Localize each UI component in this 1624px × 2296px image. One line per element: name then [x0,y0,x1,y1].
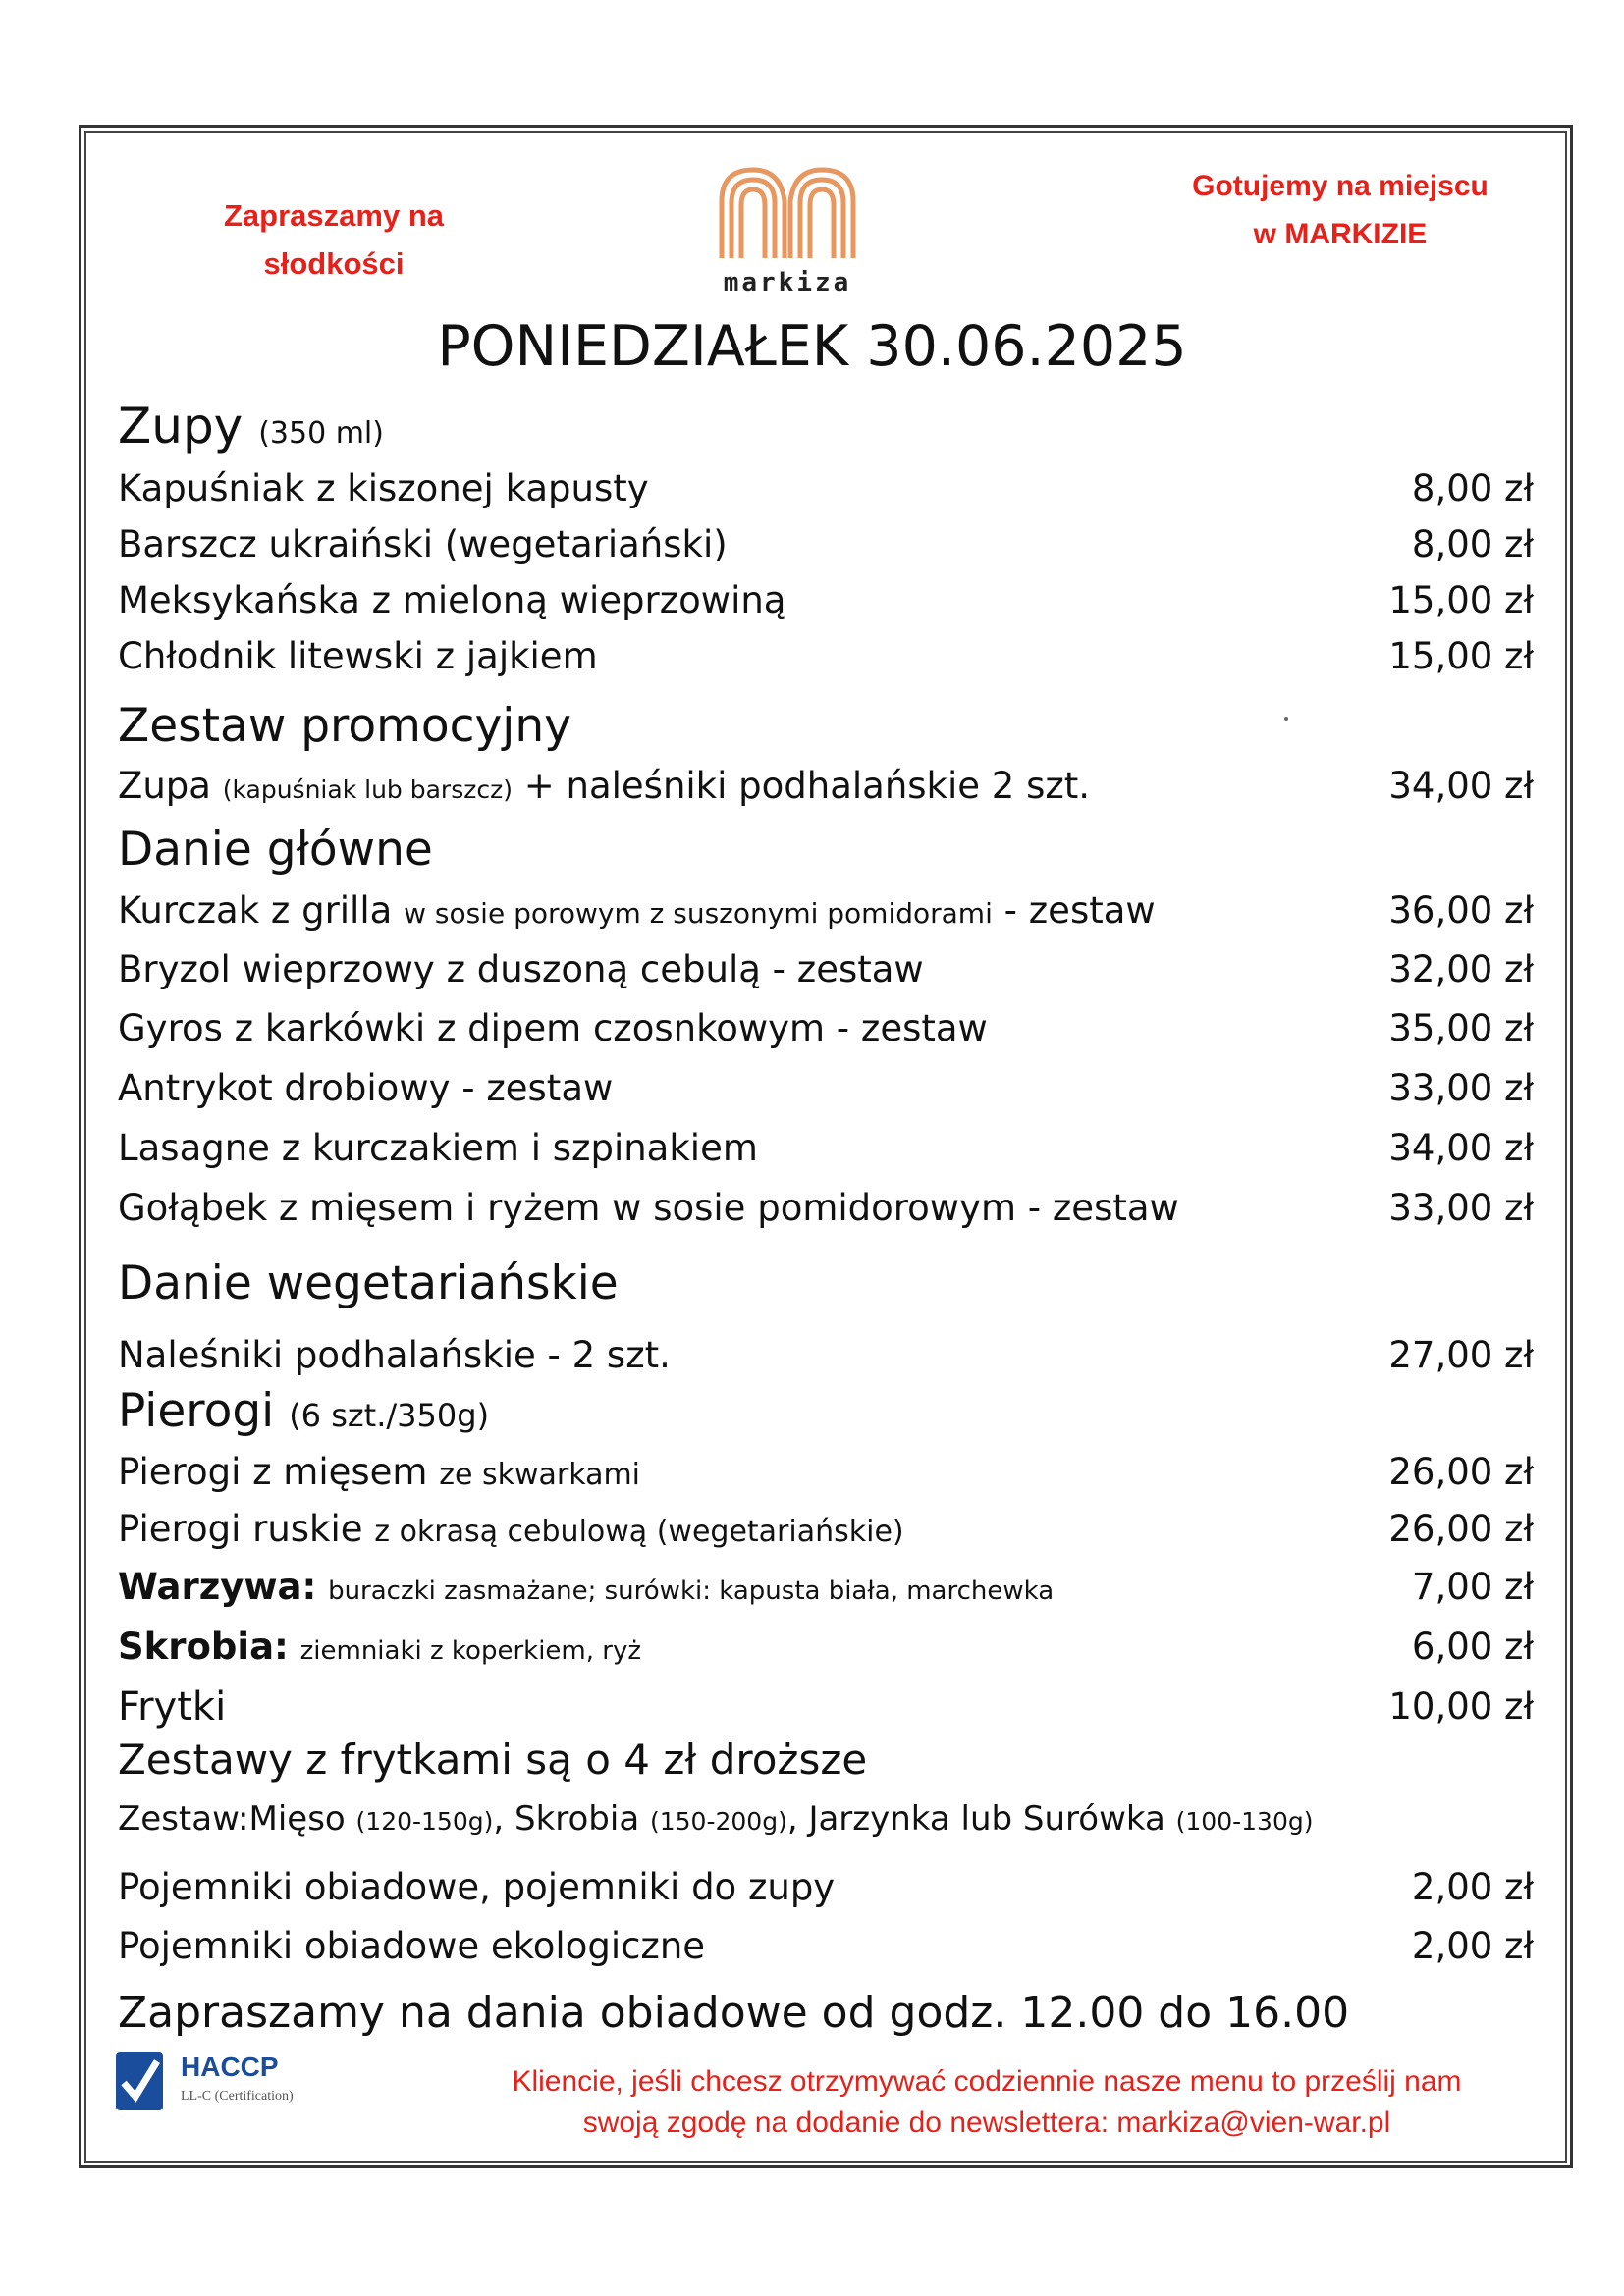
item-name: Meksykańska z mieloną wieprzowiną [118,579,786,621]
pierogi-heading [118,1384,489,1438]
cooking-onsite-line2: w MARKIZIE [1253,218,1428,250]
soups-heading-note: (350 ml) [258,416,384,451]
item-name [118,885,1156,939]
promo-name-b: + naleśniki podhalańskie 2 szt. [523,765,1091,807]
side-note: ziemniaki z koperkiem, ryż [299,1636,641,1666]
haccp-label: HACCP [181,2052,279,2082]
item-name: Lasagne z kurczakiem i szpinakiem [118,1127,758,1169]
item-name-b: - zestaw [1003,889,1156,932]
item-name: Gyros z karkówki z dipem czosnkowym - zestaw [118,1007,988,1049]
set-composition [118,1799,1313,1839]
promo-heading: Zestaw promocyjny [118,699,571,753]
item-price: 26,00 zł [1388,1508,1534,1550]
item-name: Frytki [118,1684,227,1730]
markiza-logo-icon [714,162,861,260]
item-name-a: Pierogi ruskie [118,1508,363,1550]
newsletter-line1: Kliencie, jeśli chcesz otrzymywać codziennie nasze menu to prześlij nam [512,2065,1462,2098]
pierogi-heading-text: Pierogi [118,1384,275,1438]
item-name: Chłodnik litewski z jajkiem [118,635,598,677]
container-item [118,1862,1534,1913]
promo-note: (kapuśniak lub barszcz) [222,775,513,804]
logo-text: markiza [723,268,852,297]
cooking-onsite [1139,162,1542,258]
item-price: 34,00 zł [1388,765,1534,807]
item-price: 15,00 zł [1388,579,1534,621]
haccp-check-icon [116,2052,163,2110]
item-name: Barszcz ukraiński (wegetariański) [118,523,728,565]
item-note: w sosie porowym z suszonymi pomidorami [404,897,993,930]
item-name [118,1562,1054,1617]
item-price: 10,00 zł [1388,1685,1534,1728]
haccp-badge [116,2052,312,2122]
item-price: 15,00 zł [1388,635,1534,677]
item-price: 2,00 zł [1411,1866,1534,1908]
promo-item [118,761,1534,812]
item-name: Kapuśniak z kiszonej kapusty [118,467,649,509]
menu-item [118,1123,1534,1174]
lunch-hours: Zapraszamy na dania obiadowe od godz. 12.00 do 16.00 [118,1988,1350,2038]
menu-item [118,1003,1534,1054]
vege-heading: Danie wegetariańskie [118,1256,619,1310]
item-price: 6,00 zł [1411,1626,1534,1668]
item-price: 27,00 zł [1388,1334,1534,1376]
item-note: ze skwarkami [439,1458,641,1492]
item-price: 36,00 zł [1388,889,1534,932]
sets-note: Zestawy z frytkami są o 4 zł droższe [118,1735,868,1784]
pierogi-heading-note: (6 szt./350g) [289,1397,490,1434]
set-meat-note: (120-150g) [355,1807,494,1836]
set-prefix: Zestaw:Mięso [118,1799,346,1839]
page-title: PONIEDZIAŁEK 30.06.2025 [437,314,1187,379]
set-sep1: , Skrobia [493,1799,640,1839]
newsletter-line2: swoją zgodę na dodanie do newslettera: markiza@vien-war.pl [582,2107,1391,2139]
sweets-invite-line2: słodkości [263,246,405,281]
item-price: 35,00 zł [1388,1007,1534,1049]
item-name [118,1504,904,1558]
item-name-a: Kurczak z grilla [118,889,393,932]
side-label: Warzywa: [118,1566,317,1608]
item-price: 2,00 zł [1411,1925,1534,1967]
item-note: z okrasą cebulową (wegetariańskie) [374,1515,904,1549]
item-name: Bryzol wieprzowy z duszoną cebulą - zestaw [118,948,924,990]
menu-item [118,463,1534,514]
menu-item [118,1330,1534,1381]
set-starch-note: (150-200g) [649,1807,787,1836]
menu-item [118,519,1534,570]
item-price: 26,00 zł [1388,1451,1534,1493]
item-name: Pojemniki obiadowe ekologiczne [118,1925,706,1967]
side-item [118,1562,1534,1613]
sweets-invite [177,191,491,288]
newsletter-note [432,2061,1542,2144]
sweets-invite-line1: Zapraszamy na [224,198,444,233]
item-price: 33,00 zł [1388,1067,1534,1109]
set-sep2: , Jarzynka lub Surówka [786,1799,1165,1839]
menu-item [118,1183,1534,1234]
item-price: 8,00 zł [1411,467,1534,509]
menu-item [118,631,1534,682]
menu-item [118,944,1534,995]
item-name: Gołąbek z mięsem i ryżem w sosie pomidorowym - zestaw [118,1187,1179,1229]
soups-heading-text: Zupy [118,398,244,454]
item-price: 32,00 zł [1388,948,1534,990]
item-price: 33,00 zł [1388,1187,1534,1229]
menu-item [118,1063,1534,1114]
markiza-logo [699,162,876,297]
side-note: buraczki zasmażane; surówki: kapusta biała, marchewka [328,1576,1055,1606]
menu-item [118,1682,1534,1733]
menu-item [118,575,1534,626]
mains-heading: Danie główne [118,823,433,877]
haccp-cert: LL-C (Certification) [181,2089,294,2104]
menu-item [118,1447,1534,1498]
item-name: Naleśniki podhalańskie - 2 szt. [118,1334,671,1376]
item-name: Antrykot drobiowy - zestaw [118,1067,614,1109]
item-name [118,1622,641,1677]
soups-heading [118,398,384,454]
stray-dot [1284,717,1288,721]
side-label: Skrobia: [118,1626,289,1668]
cooking-onsite-line1: Gotujemy na miejscu [1192,170,1489,202]
set-veg-note: (100-130g) [1175,1807,1314,1836]
container-item [118,1921,1534,1972]
item-price: 34,00 zł [1388,1127,1534,1169]
promo-name-a: Zupa [118,765,211,807]
side-item [118,1622,1534,1673]
menu-item [118,1504,1534,1555]
item-name: Pojemniki obiadowe, pojemniki do zupy [118,1866,836,1908]
item-name-a: Pierogi z mięsem [118,1451,428,1493]
item-name [118,761,1090,816]
item-price: 7,00 zł [1411,1566,1534,1608]
menu-item [118,885,1534,936]
item-name [118,1447,640,1501]
item-price: 8,00 zł [1411,523,1534,565]
